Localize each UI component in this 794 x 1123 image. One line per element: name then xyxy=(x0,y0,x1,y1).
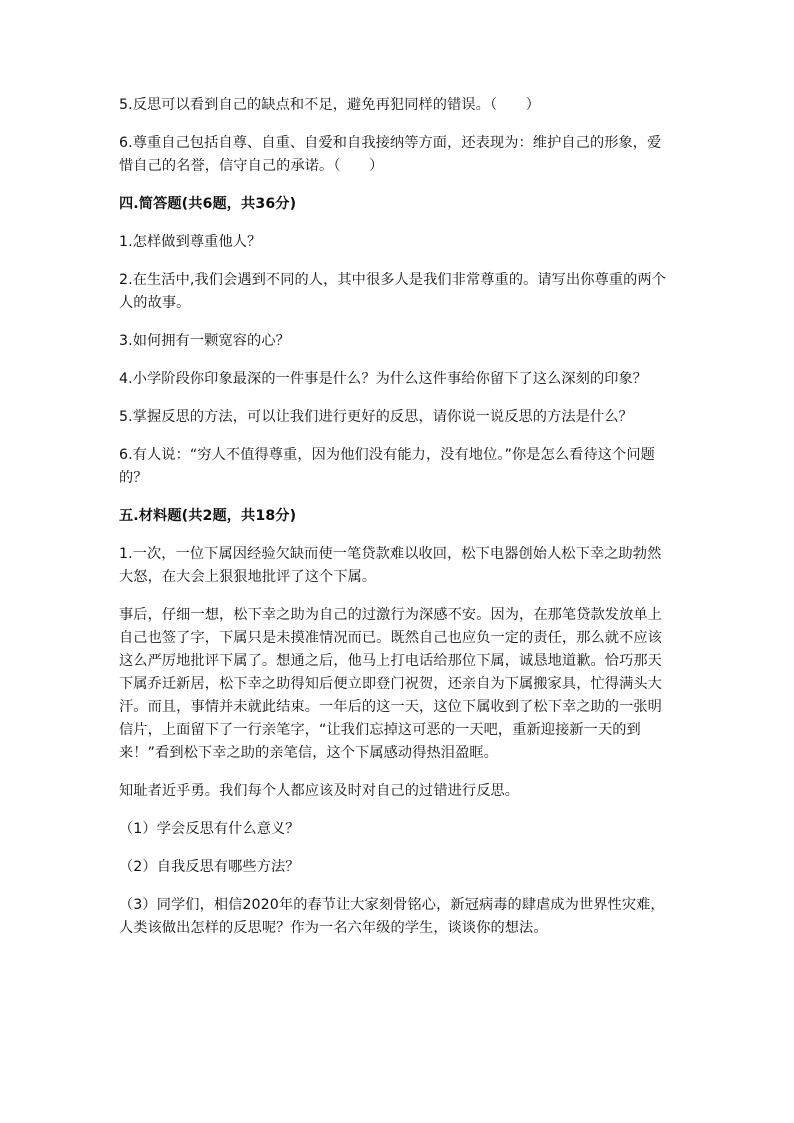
tf-item-6: 6.尊重自己包括自尊、自重、自爱和自我接纳等方面，还表现为：维护自己的形象，爱惜自己的名誉，信守自己的承诺。（ ） xyxy=(119,135,662,174)
tf-item-5: 5.反思可以看到自己的缺点和不足，避免再犯同样的错误。（ ） xyxy=(119,97,540,113)
short-answer-question-3: 3.如何拥有一颗宽容的心？ xyxy=(119,333,290,349)
short-answer-question-1: 1.怎样做到尊重他人？ xyxy=(119,234,262,250)
material-paragraph-1: 1.一次，一位下属因经验欠缺而使一笔贷款难以收回，松下电器创始人松下幸之助勃然大怒，在大会上狠狠地批评了这个下属。 xyxy=(119,546,662,585)
short-answer-question-2: 2.在生活中,我们会遇到不同的人，其中很多人是我们非常尊重的。请写出你尊重的两个人的故事。 xyxy=(119,272,666,311)
material-sub-question-3: （3）同学们，相信2020年的春节让大家刻骨铭心，新冠病毒的肆虐成为世界性灾难，人类该做出怎样的反思呢？作为一名六年级的学生，谈谈你的想法。 xyxy=(119,897,665,936)
section-5-heading: 五.材料题(共2题，共18分) xyxy=(119,508,297,524)
material-paragraph-3: 知耻者近乎勇。我们每个人都应该及时对自己的过错进行反思。 xyxy=(119,783,520,799)
exam-content xyxy=(119,94,674,955)
material-paragraph-2: 事后，仔细一想，松下幸之助为自己的过激行为深感不安。因为，在那笔贷款发放单上自己也签了字，下属只是未摸准情况而已。既然自己也应负一定的责任，那么就不应该这么严厉地批评下属了。想通之后，他马上打电话给那位下属，诚恳地道歉。恰巧那天下属乔迁新居，松下幸之助得知后便立即登门祝贺，还亲自为下属搬家具，忙得满头大汗。而且，事情并未就此结束。一年后的这一天，这位下属收到了松下幸之助的一张明信片，上面留下了一行亲笔字，“让我们忘掉这可恶的一天吧，重新迎接新一天的到来！”看到松下幸之助的亲笔信，这个下属感动得热泪盈眶。 xyxy=(119,607,662,761)
short-answer-question-4: 4.小学阶段你印象最深的一件事是什么？为什么这件事给你留下了这么深刻的印象？ xyxy=(119,371,648,387)
short-answer-question-6: 6.有人说：“穷人不值得尊重，因为他们没有能力，没有地位。”你是怎么看待这个问题的？ xyxy=(119,447,655,486)
short-answer-question-5: 5.掌握反思的方法，可以让我们进行更好的反思，请你说一说反思的方法是什么？ xyxy=(119,409,633,425)
material-sub-question-1: （1）学会反思有什么意义？ xyxy=(119,821,300,837)
material-sub-question-2: （2）自我反思有哪些方法？ xyxy=(119,859,300,875)
section-4-heading: 四.简答题(共6题，共36分) xyxy=(119,196,297,212)
